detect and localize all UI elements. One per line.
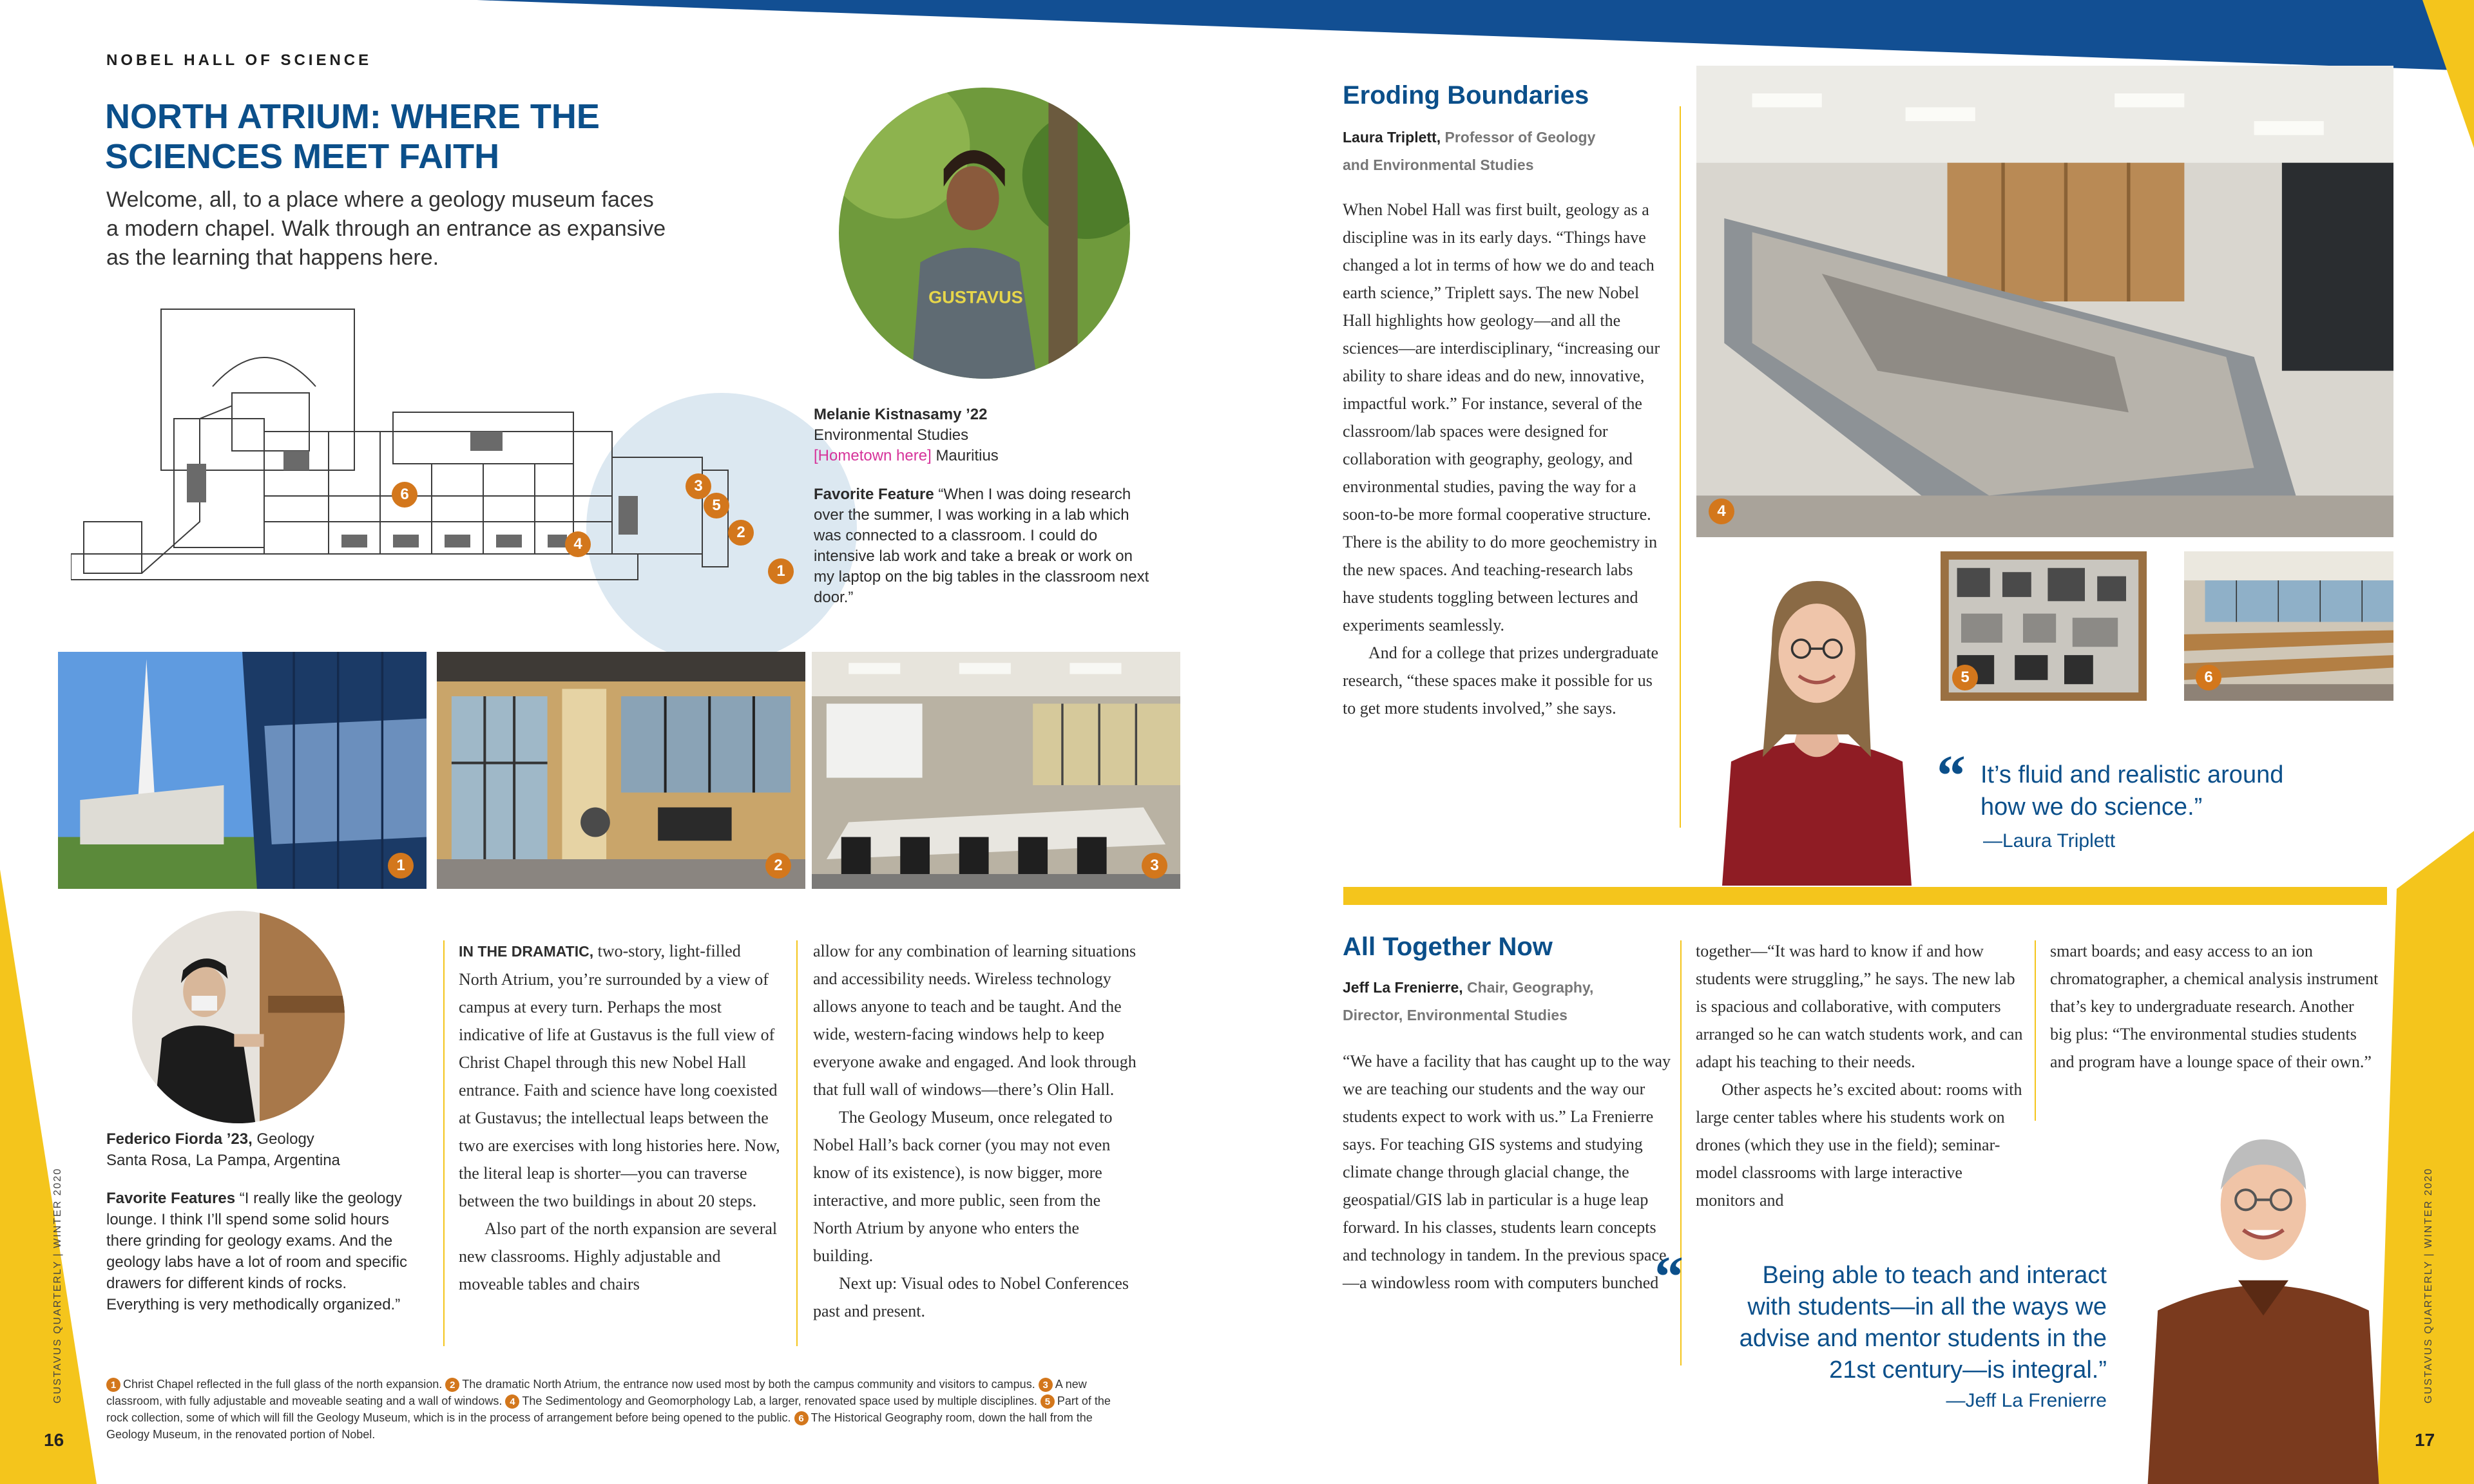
federico-profile <box>106 1128 412 1315</box>
melanie-quote: “When I was doing research over the summer, I was working in a lab which was connected to a classroom. I could do intensive lab work and take a break or work on my laptop on the big tables in the classroom next door.” <box>814 486 1149 606</box>
photo-marker-4: 4 <box>1709 499 1734 524</box>
photo-marker-2: 2 <box>765 853 791 879</box>
photo-captions: 1 Christ Chapel reflected in the full glass of the north expansion. 2 The dramatic North Atrium, the entrance now used most by both the campus community and visitors to campus. 3 A new classroom, with fully adjustable and moveable seating and a wall of windows. 4 The Sedimentology and Geomorphology Lab, a larger, renovated space used by multiple disciplines. 5 Part of the rock collection, some of which will fill the Geology Museum, which is in the process of arrangement before being opened to the public. 6 The Historical Geography room, down the hall from the Geology Museum, in the renovated portion of Nobel. <box>106 1378 1111 1441</box>
jeff-pull-quote: Being able to teach and interact with students—in all the ways we advise and mentor students in the 21st century—is integral.” —Jeff La Frenierre <box>1649 1260 2107 1416</box>
federico-name: Federico Fiorda ’23, <box>106 1130 253 1148</box>
side-text-right: GUSTAVUS QUARTERLY | WINTER 2020 <box>2423 1167 2434 1403</box>
side-text-left: GUSTAVUS QUARTERLY | WINTER 2020 <box>52 1167 63 1403</box>
section-label: NOBEL HALL OF SCIENCE <box>106 52 372 69</box>
together-byline <box>1343 974 1593 1029</box>
federico-quote: “I really like the geology lounge. I think I’ll spend some solid hours there grinding for geology exams. And the geology labs have a lot of room and specific drawers for different kinds of rocks. Everything is very methodically organized.” <box>106 1190 407 1313</box>
column-rule <box>796 940 798 1346</box>
photo-marker-6: 6 <box>2196 665 2221 690</box>
photo-marker-1: 1 <box>388 853 414 879</box>
melanie-major: Environmental Studies <box>814 426 969 444</box>
page-headline: NORTH ATRIUM: WHERE THE SCIENCES MEET FAITH <box>105 97 600 176</box>
laura-quote-attribution: —Laura Triplett <box>1983 830 2116 851</box>
quote-mark-icon: “ <box>1654 1245 1683 1309</box>
column-rule <box>2035 940 2036 1121</box>
map-marker-5: 5 <box>704 493 729 518</box>
body-lead-in: IN THE DRAMATIC, <box>459 943 594 960</box>
federico-portrait <box>132 911 345 1123</box>
federico-hometown: Santa Rosa, La Pampa, Argentina <box>106 1152 340 1169</box>
quote-mark-icon: “ <box>1937 744 1966 808</box>
melanie-profile <box>814 404 1155 608</box>
eroding-heading: Eroding Boundaries <box>1343 81 1589 109</box>
eroding-title: Professor of Geology <box>1444 129 1596 146</box>
map-marker-2: 2 <box>728 520 754 546</box>
column-rule <box>443 940 445 1346</box>
jeff-la-frenierre-portrait <box>2138 1114 2389 1484</box>
jeff-quote-attribution: —Jeff La Frenierre <box>1946 1390 2107 1411</box>
photo-new-classroom <box>812 652 1180 889</box>
eroding-title-2: and Environmental Studies <box>1343 157 1534 173</box>
eroding-byline <box>1343 124 1595 179</box>
melanie-hometown: Mauritius <box>935 447 999 464</box>
laura-triplett-portrait <box>1704 554 1930 886</box>
laura-pull-quote: It’s fluid and realistic around how we do science.” —Laura Triplett <box>1980 759 2283 855</box>
map-marker-3: 3 <box>686 473 711 499</box>
photo-marker-3: 3 <box>1142 853 1167 879</box>
svg-text:GUSTAVUS: GUSTAVUS <box>928 287 1023 307</box>
photo-marker-5: 5 <box>1952 665 1978 690</box>
together-title-2: Director, Environmental Studies <box>1343 1007 1568 1023</box>
map-marker-4: 4 <box>565 531 591 557</box>
melanie-feature-label: Favorite Feature <box>814 486 934 503</box>
eroding-body: When Nobel Hall was first built, geology as a discipline was in its early days. “Things have changed a lot in terms of how we do and teach earth science,” Triplett says. The new Nobel Hall highlights how geology—and all the sciences—are interdisciplinary, “increasing our ability to share ideas and do new, innovative, impactful work.” For instance, several of the classroom/lab spaces were designed for collaboration with geography, geology, and environmental studies, paving the way for a soon-to-be more formal cooperative structure. There is the ability to do more geochemistry in the new spaces. And teaching-research labs have students toggling between lectures and experiments seamlessly. And for a college that prizes undergraduate research, “these spaces make it possible for us to get more students involved,” she says. <box>1343 200 1660 718</box>
federico-major: Geology <box>256 1130 314 1148</box>
eroding-name: Laura Triplett, <box>1343 129 1441 146</box>
together-name: Jeff La Frenierre, <box>1343 979 1463 996</box>
together-column-3: smart boards; and easy access to an ion chromatographer, a chemical analysis instrument that’s key to undergraduate research. Another big plus: “The environmental studies students and program have a lounge space of their own.” <box>2050 942 2379 1071</box>
melanie-name: Melanie Kistnasamy ’22 <box>814 406 988 423</box>
column-rule <box>1680 106 1681 828</box>
floor-plan <box>71 303 799 612</box>
together-column-1: “We have a facility that has caught up to the way we are teaching our students and the way our students expect to work with us.” La Frenierre says. For teaching GIS systems and studying climate change through glacial change, the geospatial/GIS lab in particular is a huge leap forward. In his classes, students learn concepts and technology in tandem. In the previous space—a windowless room with computers bunched <box>1343 1052 1671 1292</box>
together-heading: All Together Now <box>1343 933 1553 961</box>
photo-sedimentology-lab <box>1696 66 2393 537</box>
intro-text: Welcome, all, to a place where a geology museum faces a modern chapel. Walk through an entrance as expansive as the learning that happens here. <box>106 187 666 270</box>
federico-feature-label: Favorite Features <box>106 1190 236 1207</box>
body-column-2: allow for any combination of learning situations and accessibility needs. Wireless technology allows anyone to teach and be taught. And the wide, western-facing windows help to keep everyone awake and engaged. And look through that full wall of windows—there’s Olin Hall. The Geology Museum, once relegated to Nobel Hall’s back corner (you may not even know of its existence), is now bigger, more interactive, and more public, seen from the North Atrium by anyone who enters the building. Next up: Visual odes to Nobel Conferences past and present. <box>813 942 1136 1320</box>
map-marker-1: 1 <box>768 558 794 584</box>
melanie-hometown-label: [Hometown here] <box>814 447 932 464</box>
photo-north-atrium <box>437 652 805 889</box>
photo-chapel-reflection <box>58 652 427 889</box>
page-number-left: 16 <box>44 1430 64 1450</box>
page-number-right: 17 <box>2415 1430 2435 1450</box>
body-column-1: IN THE DRAMATIC, two-story, light-filled North Atrium, you’re surrounded by a view of campus at every turn. Perhaps the most indicative of life at Gustavus is the full view of Christ Chapel through this new Nobel Hall entrance. Faith and science have long coexisted at Gustavus; the intellectual leaps between the two are exercises with long histories here. Now, the literal leap is shorter—you can traverse between the two buildings in about 20 steps. Also part of the north expansion are several new classrooms. Highly adjustable and moveable tables and chairs <box>459 942 780 1293</box>
together-column-2: together—“It was hard to know if and how students were struggling,” he says. The new lab is spacious and collaborative, with computers arranged so he can watch students work, and can adapt his teaching to their needs. Other aspects he’s excited about: rooms with large center tables where his students work on drones (which they use in the field); seminar-model classrooms with large interactive monitors and <box>1696 942 2023 1210</box>
map-marker-6: 6 <box>392 482 417 508</box>
melanie-portrait <box>839 88 1130 379</box>
together-title: Chair, Geography, <box>1467 979 1594 996</box>
